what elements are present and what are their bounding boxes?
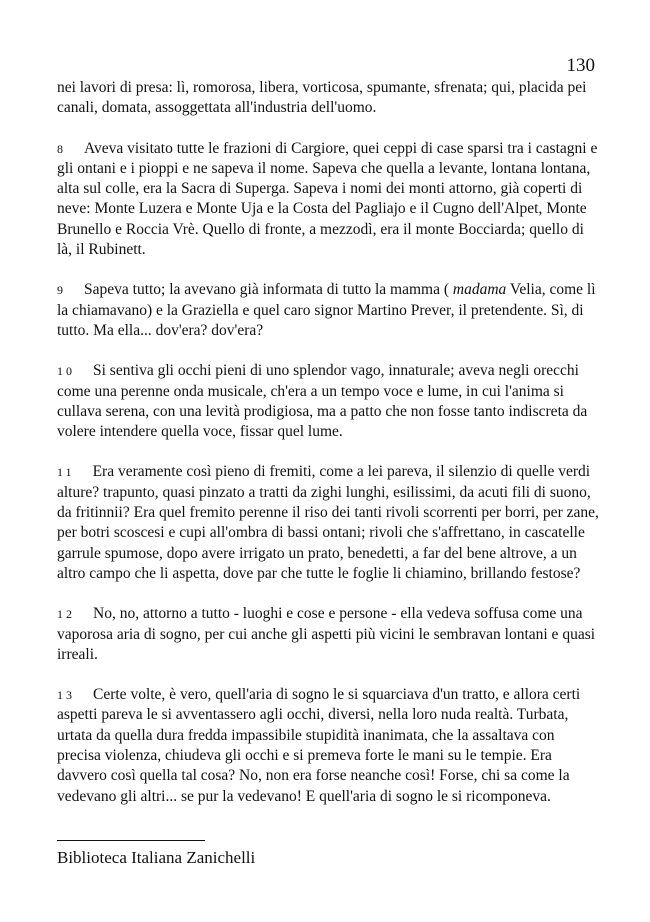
paragraph-number: 13 (57, 688, 75, 703)
paragraph-text: No, no, attorno a tutto - luoghi e cose e persone - ella vedeva soffusa come una vaporosa aria di sogno, per cui anche gli aspetti più vicini le sembravan lontani e quasi irreali. (57, 605, 596, 663)
paragraph-text-continued: Velia, come lì la chiamavano) e la Graziella e quel caro signor Martino Prever, il pretendente. Sì, di tutto. Ma ella... dov'era? dov'era? (57, 281, 596, 339)
paragraph-9 (57, 280, 602, 341)
footer-divider (57, 840, 205, 841)
paragraph-8 (57, 139, 602, 261)
paragraph-text: Era veramente così pieno di fremiti, come a lei pareva, il silenzio di quelle verdi alture? trapunto, quasi pinzato a tratti da zighi lunghi, esilissimi, da acuti fili di suono, da fritinnii? Era quel fremito perenne il riso dei tanti rivoli scorrenti per borri, per zane, per botri scoscesi e cupi all'ombra di bassi ontani; rivoli che s'affrettano, in cascatelle garrule spumose, dopo avere irrigato un prato, benedetti, a far del bene altrove, a un altro campo che li aspetta, dove par che tutte le foglie li chiamino, brillando festose? (57, 463, 599, 582)
paragraph-number: 11 (57, 465, 75, 480)
paragraph-number: 9 (57, 283, 66, 298)
intro-paragraph: nei lavori di presa: lì, romorosa, libera, vorticosa, spumante, sfrenata; qui, placida pei canali, domata, assoggettata all'industria dell'uomo. (57, 79, 587, 117)
paragraph-12 (57, 604, 602, 665)
paragraph-13 (57, 685, 602, 807)
footer-publisher: Biblioteca Italiana Zanichelli (57, 848, 256, 867)
paragraph-number: 10 (57, 364, 75, 379)
paragraph-text: Sapeva tutto; la avevano già informata di tutto la mamma ( (84, 281, 453, 299)
page-number: 130 (566, 55, 595, 76)
page-body (57, 78, 602, 827)
paragraph-text: Aveva visitato tutte le frazioni di Cargiore, quei ceppi di case sparsi tra i castagni e gli ontani e i pioppi e ne sapeva il nome. Sapeva che quella a levante, lontana lontana, alta sul colle, era la Sacra di Superga. Sapeva i nomi dei monti attorno, già coperti di neve: Monte Luzera e Monte Uja e la Costa del Pagliajo e il Cugno dell'Alpet, Monte Brunello e Roccia Vrè. Quello di fronte, a mezzodì, era il monte Bocciarda; quello di là, il Rubinett. (57, 139, 598, 259)
paragraph-number: 8 (57, 141, 66, 156)
italic-word: madama (452, 281, 507, 299)
paragraph-10 (57, 361, 602, 442)
paragraph-number: 12 (57, 607, 75, 622)
paragraph-11 (57, 462, 602, 584)
paragraph-text: Si sentiva gli occhi pieni di uno splendor vago, innaturale; aveva negli orecchi come una perenne onda musicale, ch'era a un tempo voce e lume, in cui l'anima si cullava serena, con una levità prodigiosa, ma a patto che non fosse tanto indiscreta da volere intendere quella voce, fissar quel lume. (57, 362, 588, 441)
paragraph-text: Certe volte, è vero, quell'aria di sogno le si squarciava d'un tratto, e allora certi aspetti pareva le si avventassero agli occhi, diversi, nella loro nuda realtà. Turbata, urtata da quella dura fredda impassibile stupidità inanimata, che la assaltava con precisa violenza, chiudeva gli occhi e si premeva forte le mani su le tempie. Era davvero così quella tal cosa? No, non era forse neanche così! Forse, chi sa come la vedevano gli altri... se pur la vedevano! E quell'aria di sogno le si ricomponeva. (57, 686, 581, 805)
